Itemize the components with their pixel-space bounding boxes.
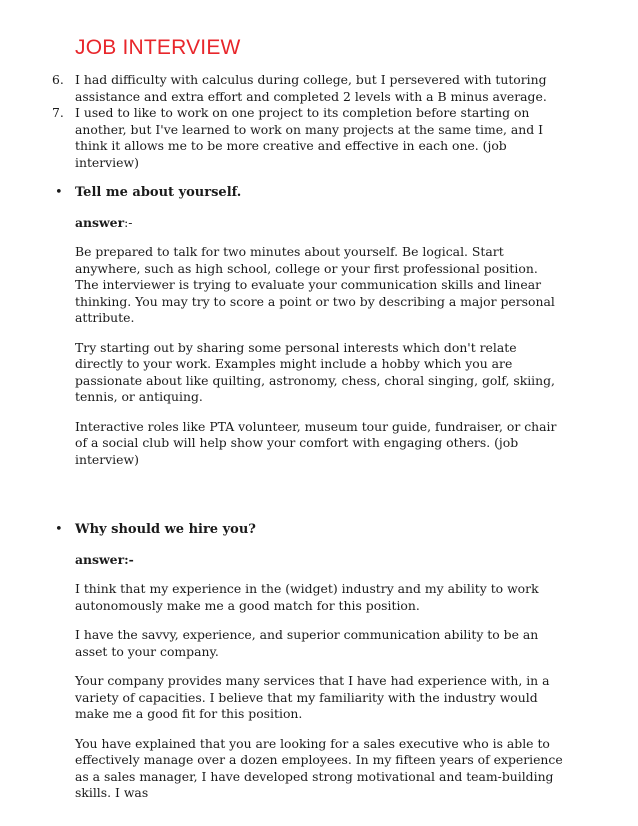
- document-body: [0, 72, 638, 802]
- answer-paragraph: I have the savvy, experience, and superior communication ability to be an asset to your company.: [75, 627, 539, 659]
- answer-label-text: answer:-: [75, 551, 134, 567]
- answer-label: [0, 552, 638, 569]
- question-text: Tell me about yourself.: [75, 185, 242, 200]
- item-number: 7.: [52, 105, 64, 120]
- question-heading: [0, 185, 638, 202]
- item-text: I used to like to work on one project to its completion before starting on another, but I've learned to work on many projects at the same time, and I think it allows me to be more creative and effective in each one. (job interview): [75, 105, 544, 170]
- item-number: 6.: [52, 72, 64, 87]
- numbered-item: [0, 72, 570, 105]
- question-text: Why should we hire you?: [75, 522, 256, 537]
- bullet-icon: •: [55, 185, 63, 200]
- answer-label-suffix: :-: [124, 214, 133, 230]
- document-title: JOB INTERVIEW: [75, 36, 241, 59]
- section-spacer: [0, 468, 638, 508]
- answer-label-text: answer: [75, 214, 125, 230]
- answer-label: [0, 215, 638, 232]
- answer-paragraph: Try starting out by sharing some personal interests which don't relate directly to your work. Examples might include a hobby which you are passionate about like quilting, astronomy, chess, choral singing, golf, skiing, tennis, or antiquing.: [75, 339, 555, 404]
- item-text: I had difficulty with calculus during college, but I persevered with tutoring assistance and extra effort and completed 2 levels with a B minus average.: [75, 72, 547, 104]
- answer-paragraph: You have explained that you are looking for a sales executive who is able to effectively manage over a dozen employees. In my fifteen years of experience as a sales manager, I have developed strong motivational and team-building skills. I was: [75, 735, 563, 800]
- question-heading: [0, 522, 638, 539]
- numbered-item: [0, 105, 570, 171]
- bullet-icon: •: [55, 522, 63, 537]
- answer-paragraph: Interactive roles like PTA volunteer, museum tour guide, fundraiser, or chair of a social club will help show your comfort with engaging others. (job interview): [75, 418, 557, 467]
- answer-paragraph: I think that my experience in the (widget) industry and my ability to work autonomously make me a good match for this position.: [75, 581, 539, 613]
- answer-paragraph: Your company provides many services that I have had experience with, in a variety of capacities. I believe that my familiarity with the industry would make me a good fit for this position.: [75, 673, 550, 721]
- answer-paragraph: Be prepared to talk for two minutes about yourself. Be logical. Start anywhere, such as high school, college or your first professional position. The interviewer is trying to evaluate your communication skills and linear thinking. You may try to score a point or two by describing a major personal attribute.: [75, 244, 555, 325]
